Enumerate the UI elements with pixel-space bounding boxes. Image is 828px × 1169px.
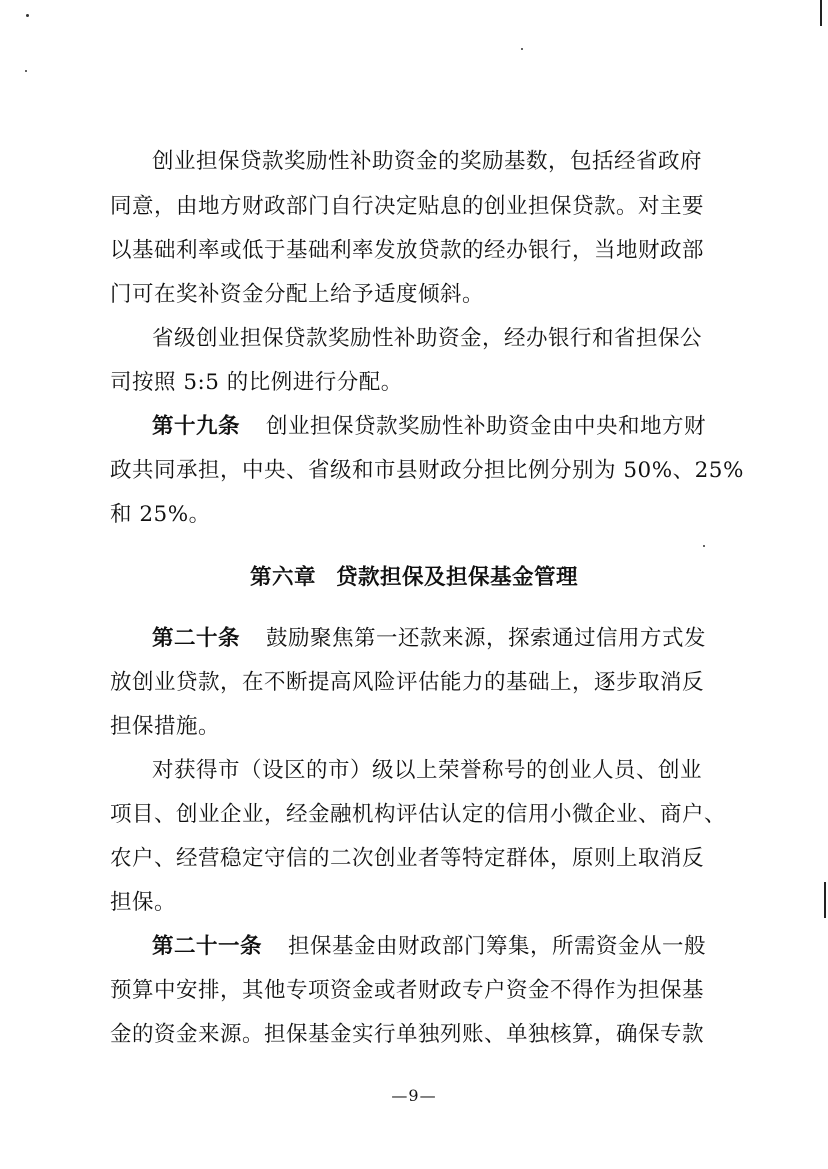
article-21-label: 第二十一条 (152, 934, 263, 959)
article-21-line-3: 金的资金来源。担保基金实行单独列账、单独核算，确保专款 (110, 1022, 705, 1047)
article-20-line-1 (152, 624, 722, 654)
article-19-text: 创业担保贷款奖励性补助资金由中央和地方财 (266, 414, 707, 439)
paragraph-3-line-2: 项目、创业企业，经金融机构评估认定的信用小微企业、商户、 (110, 802, 727, 827)
paragraph-3-line-4: 担保。 (110, 890, 177, 915)
scan-speck (521, 48, 523, 50)
scan-speck (25, 70, 27, 72)
scan-speck (703, 545, 705, 547)
article-20-line-2: 放创业贷款，在不断提高风险评估能力的基础上，逐步取消反 (110, 670, 705, 695)
paragraph-1-line-4: 门可在奖补资金分配上给予适度倾斜。 (110, 282, 485, 307)
paragraph-3-line-3: 农户、经营稳定守信的二次创业者等特定群体，原则上取消反 (110, 846, 705, 871)
chapter-title: 贷款担保及担保基金管理 (336, 565, 579, 590)
article-21-text: 担保基金由财政部门筹集，所需资金从一般 (288, 934, 707, 959)
scan-speck (26, 14, 29, 17)
paragraph-1-line-3: 以基础利率或低于基础利率发放贷款的经办银行，当地财政部 (110, 238, 705, 263)
article-19-label: 第十九条 (152, 414, 241, 439)
article-20-line-3: 担保措施。 (110, 714, 221, 739)
paragraph-1-line-1: 创业担保贷款奖励性补助资金的奖励基数，包括经省政府 (152, 149, 703, 174)
article-20-label: 第二十条 (152, 626, 241, 651)
paragraph-2-line-1: 省级创业担保贷款奖励性补助资金，经办银行和省担保公 (152, 326, 703, 351)
article-19-line-3: 和 25%。 (110, 502, 211, 527)
chapter-number: 第六章 (249, 565, 316, 590)
article-20-text: 鼓励聚焦第一还款来源，探索通过信用方式发 (266, 626, 707, 651)
article-21-line-1 (152, 932, 722, 962)
scan-edge-mark (824, 882, 826, 918)
page-number: —9— (391, 1086, 437, 1105)
paragraph-1-line-2: 同意，由地方财政部门自行决定贴息的创业担保贷款。对主要 (110, 194, 705, 219)
article-19-line-2: 政共同承担，中央、省级和市县财政分担比例分别为 50%、25% (110, 458, 744, 483)
paragraph-2-line-2: 司按照 5:5 的比例进行分配。 (110, 370, 403, 395)
article-21-line-2: 预算中安排，其他专项资金或者财政专户资金不得作为担保基 (110, 978, 705, 1003)
scan-edge-mark (820, 0, 822, 26)
article-19-line-1 (152, 412, 722, 442)
chapter-heading (0, 563, 828, 593)
paragraph-3-line-1: 对获得市（设区的市）级以上荣誉称号的创业人员、创业 (152, 758, 703, 783)
